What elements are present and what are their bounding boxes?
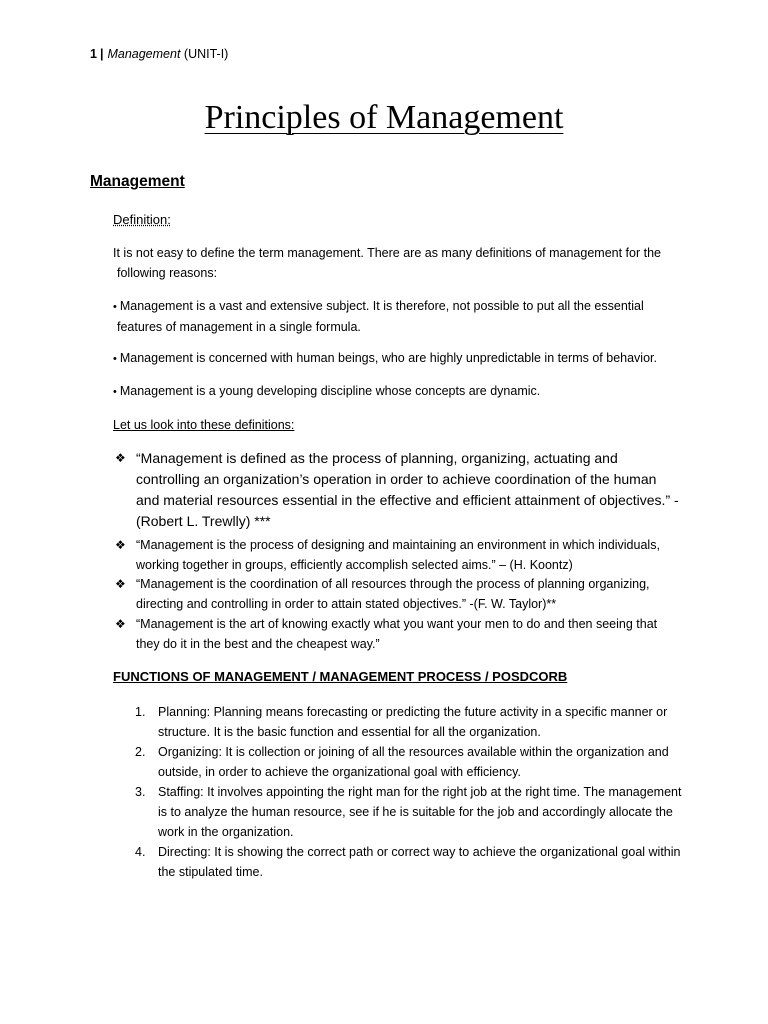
definition-text: “Management is defined as the process of planning, organizing, actuating and controlling an organization’s operation in order to achieve coordination of the human and material resources essential in the effective and efficient attainment of objectives.” - (Robert L. Trewlly) *** <box>136 450 679 529</box>
section-heading: Management <box>90 173 185 190</box>
list-number: 1. <box>135 705 146 719</box>
diamond-bullet-icon: ❖ <box>115 451 126 465</box>
reason-line: Management is a vast and extensive subject. It is therefore, not possible to put all the essential <box>119 299 644 313</box>
list-item-text: Directing: It is showing the correct path or correct way to achieve the organizational goal within the stipulated time. <box>158 845 681 879</box>
bullet-icon: • <box>113 301 117 313</box>
intro-line-2: following reasons: <box>117 266 218 280</box>
intro-paragraph <box>113 243 683 283</box>
reason-item <box>113 348 683 369</box>
functions-list <box>113 702 683 882</box>
reason-line: Management is a young developing discipline whose concepts are dynamic. <box>119 384 541 398</box>
bullet-icon: • <box>113 353 117 365</box>
list-item-text: Organizing: It is collection or joining of all the resources available within the organization and outside, in order to achieve the organizational goal with efficiency. <box>158 745 669 779</box>
list-item-text: Planning: Planning means forecasting or predicting the future activity in a specific manner or structure. It is the basic function and essential for all the organization. <box>158 705 668 739</box>
diamond-bullet-icon: ❖ <box>115 577 126 591</box>
list-item-text: Staffing: It involves appointing the right man for the right job at the right time. The management is to analyze the human resource, see if he is suitable for the job and accordingly allocate the work in the organization. <box>158 785 682 839</box>
reason-line-continued: features of management in a single formula. <box>117 320 361 334</box>
definition-quote <box>113 614 683 654</box>
header-separator: | <box>99 47 104 61</box>
reason-item <box>113 381 683 402</box>
diamond-bullet-icon: ❖ <box>115 617 126 631</box>
diamond-bullet-icon: ❖ <box>115 538 126 552</box>
page-header <box>90 46 228 62</box>
list-number: 3. <box>135 785 146 799</box>
definitions-intro: Let us look into these definitions: <box>113 418 295 432</box>
definition-quote <box>113 574 683 614</box>
intro-line-1: It is not easy to define the term management. There are as many definitions of management for the <box>113 246 661 260</box>
functions-heading: FUNCTIONS OF MANAGEMENT / MANAGEMENT PROCESS / POSDCORB <box>113 669 568 684</box>
header-unit: (UNIT-I) <box>183 47 229 61</box>
definition-text: “Management is the art of knowing exactly what you want your men to do and then seeing that they do it in the best and the cheapest way.” <box>136 617 658 651</box>
definition-quote <box>113 535 683 575</box>
reason-line: Management is concerned with human beings, who are highly unpredictable in terms of behavior. <box>119 351 657 365</box>
document-title: Principles of Management <box>204 99 564 136</box>
definition-quote <box>113 448 683 532</box>
header-title: Management <box>107 47 181 61</box>
reason-item <box>113 296 683 337</box>
list-number: 4. <box>135 845 146 859</box>
list-item <box>113 702 683 742</box>
list-item <box>113 842 683 882</box>
definition-text: “Management is the process of designing and maintaining an environment in which individuals, working together in groups, efficiently accomplish selected aims.” – (H. Koontz) <box>136 538 660 572</box>
list-number: 2. <box>135 745 146 759</box>
definition-heading: Definition: <box>113 212 171 227</box>
page-number: 1 <box>90 47 97 61</box>
bullet-icon: • <box>113 386 117 398</box>
list-item <box>113 782 683 842</box>
list-item <box>113 742 683 782</box>
definition-text: “Management is the coordination of all resources through the process of planning organizing, directing and controlling in order to attain stated objectives.” -(F. W. Taylor)** <box>136 577 650 611</box>
